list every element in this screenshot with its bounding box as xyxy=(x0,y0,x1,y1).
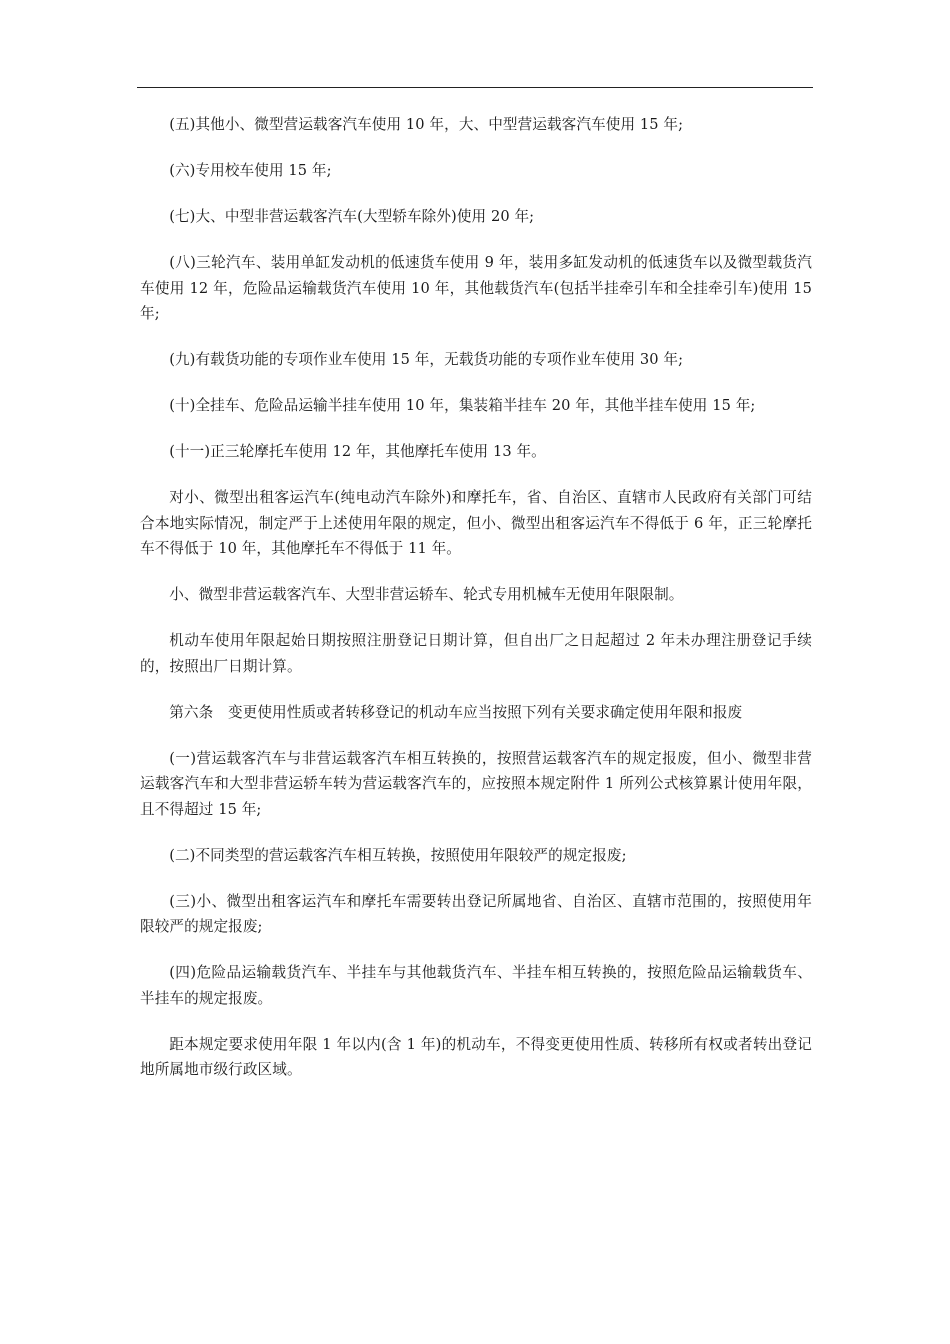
paragraph-start-date: 机动车使用年限起始日期按照注册登记日期计算，但自出厂之日起超过 2 年未办理注册登记手续的，按照出厂日期计算。 xyxy=(140,632,812,675)
paragraph-no-limit: 小、微型非营运载客汽车、大型非营运轿车、轮式专用机械车无使用年限限制。 xyxy=(169,586,684,603)
paragraph-item-a6-4: (四)危险品运输载货汽车、半挂车与其他载货汽车、半挂车相互转换的，按照危险品运输载货车、半挂车的规定报废。 xyxy=(140,964,812,1007)
document-body xyxy=(140,112,812,1103)
paragraph-item-10: (十)全挂车、危险品运输半挂车使用 10 年，集装箱半挂车 20 年，其他半挂车使用 15 年; xyxy=(169,397,756,414)
paragraph-item-a6-2: (二)不同类型的营运载客汽车相互转换，按照使用年限较严的规定报废; xyxy=(169,846,627,864)
paragraph-item-6: (六)专用校车使用 15 年; xyxy=(169,162,332,179)
paragraph-item-9: (九)有载货功能的专项作业车使用 15 年，无载货功能的专项作业车使用 30 年; xyxy=(169,351,684,368)
paragraph-item-a6-1: (一)营运载客汽车与非营运载客汽车相互转换的，按照营运载客汽车的规定报废，但小、微型非营运载客汽车和大型非营运轿车转为营运载客汽车的，应按照本规定附件 1 所列公式核算累计使用年限，且不得超过 15 年; xyxy=(140,749,812,818)
paragraph-item-5: (五)其他小、微型营运载客汽车使用 10 年，大、中型营运载客汽车使用 15 年; xyxy=(169,116,684,133)
paragraph-taxi-motorcycle-rule: 对小、微型出租客运汽车(纯电动汽车除外)和摩托车，省、自治区、直辖市人民政府有关部门可结合本地实际情况，制定严于上述使用年限的规定，但小、微型出租客运汽车不得低于 6 年，正三轮摩托车不得低于 10 年，其他摩托车不得低于 11 年。 xyxy=(140,489,812,557)
paragraph-one-year-rule: 距本规定要求使用年限 1 年以内(含 1 年)的机动车，不得变更使用性质、转移所有权或者转出登记地所属地市级行政区域。 xyxy=(140,1035,812,1078)
header-rule xyxy=(137,87,813,88)
article-6-heading: 第六条 变更使用性质或者转移登记的机动车应当按照下列有关要求确定使用年限和报废 xyxy=(169,703,743,721)
paragraph-item-a6-3: (三)小、微型出租客运汽车和摩托车需要转出登记所属地省、自治区、直辖市范围的，按照使用年限较严的规定报废; xyxy=(140,892,812,935)
paragraph-item-7: (七)大、中型非营运载客汽车(大型轿车除外)使用 20 年; xyxy=(169,208,535,225)
paragraph-item-11: (十一)正三轮摩托车使用 12 年，其他摩托车使用 13 年。 xyxy=(169,443,546,460)
paragraph-item-8: (八)三轮汽车、装用单缸发动机的低速货车使用 9 年，装用多缸发动机的低速货车以及微型载货汽车使用 12 年，危险品运输载货汽车使用 10 年，其他载货汽车(包括半挂牵引车和全挂牵引车)使用 15 年; xyxy=(140,254,812,322)
